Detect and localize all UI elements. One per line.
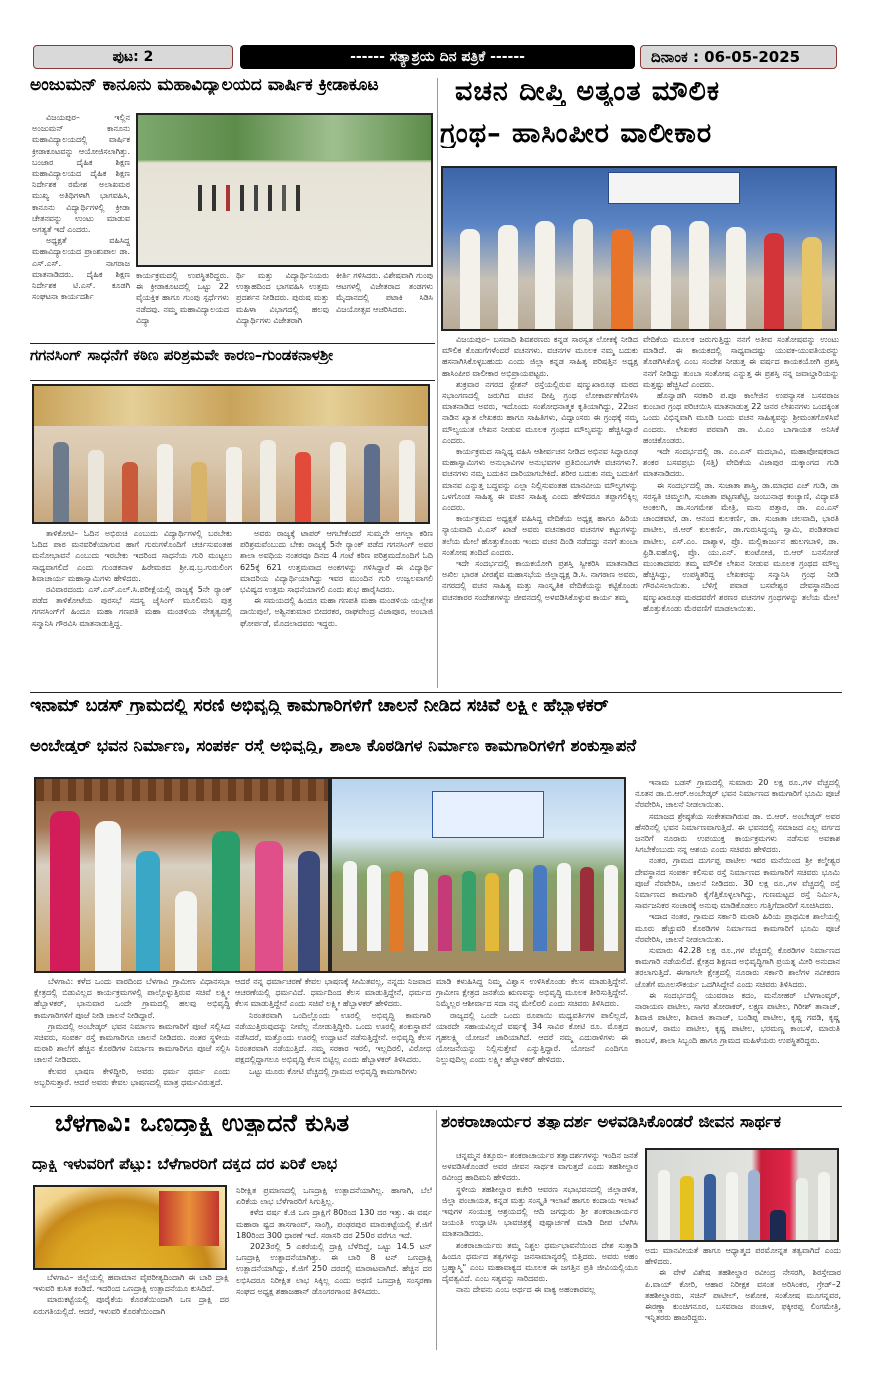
article5-para: 2023ರಲ್ಲಿ 5 ಎಕರೆಯಲ್ಲಿ ದ್ರಾಕ್ಷಿ ಬೆಳೆದಿದ್ದೆ, ಒಟ್ಟು 14.5 ಟನ್ ಒಣದ್ರಾಕ್ಷಿ ಉತ್ಪಾದನೆಯಾಗಿತ್ತು. ಈ ಬಾರಿ 8 ಟನ್ ಒಣದ್ರಾಕ್ಷಿ ಉತ್ಪಾದನೆಯಾಗಿದ್ದು, ಕೆ.ಜಿಗೆ 250 ದರದಲ್ಲಿ ಮಾರಾಟವಾಗಿದೆ. ಹೆಚ್ಚಿನ ದರ ಲಭಿಸಿದರೂ ನಿರೀಕ್ಷಿತ ಲಾಭ ಸಿಕ್ಕಿಲ್ಲ ಎಂದು ಅಥಣಿ ಒಣದ್ರಾಕ್ಷಿ ಸಂಸ್ಕರಣಾ ಸಂಘದ ಅಧ್ಯಕ್ಷ ಶಹಾಜಹಾನ್ ಡೊಂಗರಗಾಂವ ತಿಳಿಸಿದರು. — [236, 1242, 432, 1296]
article6-para: ಅದು ಮಾನವೀಯತೆ ಹಾಗೂ ಆಧ್ಯಾತ್ಮದ ಪರಮೋನ್ನತ ತತ್ವವಾಗಿದೆ ಎಂದು ಹೇಳಿದರು. — [645, 1246, 841, 1267]
article1-para: ವಿಜಯಪುರ– ಇಲ್ಲಿನ ಅಂಜುಮನ್ ಕಾನೂನು ಮಹಾವಿದ್ಯಾಲಯದಲ್ಲಿ ವಾರ್ಷಿಕ ಕ್ರೀಡಾಕೂಟವನ್ನು ಆಯೋಜಿಸಲಾಗಿತ್ತು. ಬಂಜಾರ ದೈಹಿಕ ಶಿಕ್ಷಣ ಮಹಾವಿದ್ಯಾಲಯದ ದೈಹಿಕ ಶಿಕ್ಷಣ ನಿರ್ದೇಶಕ ರಮೇಶ ಅಲಾಖಮಠ ಮುಖ್ಯ ಅತಿಥಿಗಳಾಗಿ ಭಾಗವಹಿಸಿ, ಕಾನೂನು ವಿದ್ಯಾರ್ಥಿಗಳಲ್ಲಿ ಕ್ರೀಡಾ ಚೇತನವನ್ನು ಉಂಟು ಮಾಡುವ ಅಗತ್ಯತೆ ಇದೆ ಎಂದರು. — [32, 113, 130, 235]
article1-col1 — [32, 112, 130, 340]
article4-bottom-col1 — [34, 976, 230, 1101]
masthead-box — [240, 45, 635, 69]
article4-photo-left — [34, 777, 330, 973]
article4-bottom-col2 — [235, 976, 431, 1101]
article3-photo — [32, 384, 430, 524]
paper-title: ------ ಸತ್ಯಾಶ್ರಯ ದಿನ ಪತ್ರಿಕೆ ------ — [350, 49, 525, 65]
article4-para: ಮಾಡಿ ಕಳುಹಿಸಿದ್ದ ನಿಮ್ಮ ವಿಶ್ವಾಸ ಉಳಿಸಿಕೊಂಡು ಕೆಲಸ ಮಾಡುತ್ತಿದ್ದೇನೆ. ಗ್ರಾಮೀಣ ಕ್ಷೇತ್ರದ ಜನತೆಯ ಋಣವನ್ನು ಅಭಿವೃದ್ಧಿ ಮೂಲಕ ತೀರಿಸುತ್ತಿದ್ದೇನೆ. ನಿಮ್ಮೆಲ್ಲರ ಆಶೀರ್ವಾದ ಸದಾ ನನ್ನ ಮೇಲಿರಲಿ ಎಂದು ಸಚಿವರು ತಿಳಿಸಿದರು. — [436, 977, 628, 1009]
article3-para: ರವಿವಾರದಂದು ಎಸ್.ಎಸ್.ಎಲ್.ಸಿ.ಪರೀಕ್ಷೆಯಲ್ಲಿ ರಾಜ್ಯಕ್ಕೆ 5ನೇ ರ್‍ಯಾಂಕ್ ಪಡೆದ ತಾಳಿಕೋಟೆಯ ಪುರಸಭೆ ಸದಸ್ಯ ಜೈಸಿಂಗ್ ಮೂಲಿಮನಿ ಪುತ್ರ ಗಗನಸಿಂಗ್‌ಗೆ ಹಿಂದೂ ಮಹಾ ಗಣಪತಿ ಮಹಾ ಮಂಡಳಿಯ ನೇತೃತ್ವದಲ್ಲಿ ಸನ್ಮಾನಿಸಿ ಗೌರವಿಸಿ ಮಾತನಾಡುತ್ತಿದ್ದ. — [32, 585, 232, 628]
article4-para: ಸಮಾಜದ ಶ್ರೇಷ್ಠತೆಯ ಸಂಕೇತವಾಗಿರುವ ಡಾ. ಬಿ.ಆರ್. ಅಂಬೇಡ್ಕರ್ ಅವರ ಹೆಸರಿನಲ್ಲಿ ಭವನ ನಿರ್ಮಾಣವಾಗುತ್ತಿದೆ. ಈ ಭವನದಲ್ಲಿ ಸಮಾಜದ ಎಲ್ಲ ವರ್ಗದ ಜನರಿಗೆ ನೂರಾರು ಉಪಯುಕ್ತ ಕಾರ್ಯಕ್ರಮಗಳು ನಡೆಸುವ ಅವಕಾಶ ಸಿಗಬೇಕೆಂಬುದು ನನ್ನ ಆಶಯ ಎಂದು ಸಚಿವರು ಹೇಳಿದರು. — [635, 811, 840, 855]
article6-para: ಸ್ಥಳೀಯ ತಹಶೀಲ್ದಾರ ಕಚೇರಿ ಆವರಣ ಸಭಾಭವನದಲ್ಲಿ ಜಿಲ್ಲಾಡಳಿತ, ಜಿಲ್ಲಾ ಪಂಚಾಯತ, ಕನ್ನಡ ಮತ್ತು ಸಂಸ್ಕೃತಿ ಇಲಾಖೆ ಹಾಗೂ ಕಂದಾಯ ಇಲಾಖೆ ಇವುಗಳ ಸಂಯುಕ್ತ ಆಶ್ರಯದಲ್ಲಿ ಆದಿ ಜಗದ್ಗುರು ಶ್ರೀ ಶಂಕರಾಚಾರ್ಯರ ಜಯಂತಿ ಉದ್ಘಾಟಿಸಿ ಭಾವಚಿತ್ರಕ್ಕೆ ಪುಷ್ಪಾರ್ಚಣೆ ಮಾಡಿ ದೀಪ ಬೆಳಗಿಸಿ ಮಾತನಾಡಿದರು. — [442, 1184, 638, 1239]
article2-para: ಹೊನ್ವಾಡಗಿ ಸರಕಾರಿ ಪ.ಪೂ ಕಾಲೇಜಿನ ಉಪನ್ಯಾಸಕ ಬಸವರಾಜ ಕುಂಬಾರ ಗ್ರಂಥ ಪರಿಚಯಿಸಿ ಮಾತನಾಡುತ್ತ 22 ಜನರ ಲೇಖನಗಳು ಒಂದಕ್ಕಿಂತ ಒಂದು ವಿಭಿನ್ನವಾಗಿ ಮೂಡಿ ಬಂದು ವಚನ ಸಾಹಿತ್ಯವನ್ನು ಶ್ರೀಮಂತಗೊಳಿಸಿವೆ ಎಂದರು. ಲೇಖಕರ ಪರವಾಗಿ ಡಾ. ವಿ.ಎಂ ಬಾಗಾಯತ ಅನಿಸಿಕೆ ಹಂಚಿಕೊಂಡರು. — [643, 391, 839, 445]
article4-para: ಬೆಳಗಾವಿ: ಕಳೆದ ಒಂದು ವಾರದಿಂದ ಬೆಳಗಾವಿ ಗ್ರಾಮೀಣ ವಿಧಾನಸಭಾ ಕ್ಷೇತ್ರದಲ್ಲಿ ಬಿಡುವಿಲ್ಲದ ಕಾರ್ಯಕ್ರಮಗಳಲ್ಲಿ ಪಾಲ್ಗೊಳ್ಳುತ್ತಿರುವ ಸಚಿವೆ ಲಕ್ಷ್ಮೀ ಹೆಬ್ಬಾಳಕರ್, ಭಾನುವಾರ ಒಂದೇ ಗ್ರಾಮದಲ್ಲಿ ಹಲವು ಅಭಿವೃದ್ಧಿ ಕಾಮಗಾರಿಗಳಿಗೆ ಪೂಜೆ ನೀಡಿ ಚಾಲನೆ ನೀಡಿದ್ದಾರೆ. — [34, 977, 230, 1020]
article5-para: ಮಾರುಕಟ್ಟೆಯಲ್ಲಿ ಪೂರೈಕೆಯ ಕೊರತೆಯಿಂದಾಗಿ ಒಣ ದ್ರಾಕ್ಷಿ ದರ ಏರುಗತಿಯಲ್ಲಿದೆ. ಆದರೆ, ಇಳುವರಿ ಕೊರತೆಯಿಂದಾಗಿ — [33, 1295, 229, 1316]
article4-para: ಆದರೆ ನನ್ನ ಧರ್ಮಾಚರಣೆ ಕೇವಲ ಭಾಷಣಕ್ಕೆ ಸೀಮಿತವಲ್ಲ, ನನ್ನದು ನಿಜವಾದ ಆಚರಣೆಯಲ್ಲಿ ಧರ್ಮವಿದೆ. ಧರ್ಮದಿಂದ ಕೆಲಸ ಮಾಡುತ್ತಿದ್ದೇನೆ, ಧರ್ಮದ ಕೆಲಸ ಮಾಡುತ್ತಿದ್ದೇನೆ ಎಂದು ಸಚಿವೆ ಲಕ್ಷ್ಮೀ ಹೆಬ್ಬಾಳಕರ್ ಹೇಳಿದರು. — [235, 977, 431, 1009]
article1-col2 — [136, 270, 229, 340]
article4-para: ಕೆಲವರ ಭಾಷಣ ಕೇಳಿದ್ದೀರಿ, ಅವರು ಧರ್ಮ ಧರ್ಮ ಎಂದು ಅಬ್ಬರಿಸುತ್ತಾರೆ. ಆದರೆ ಅವರು ಕೇವಲ ಭಾಷಣದಲ್ಲಿ ಮಾತ್ರ ಧರ್ಮವಿರುತ್ತದೆ. — [34, 1066, 230, 1087]
divider — [30, 692, 842, 693]
article1-para: ರ್ಥಿ ಮತ್ತು ವಿದ್ಯಾರ್ಥಿನಿಯರು ಉತ್ಸಾಹದಿಂದ ಭಾಗವಹಿಸಿ ಉತ್ತಮ ಪ್ರದರ್ಶನ ನೀಡಿದರು. ಪುರುಷ ಮತ್ತು ಮಹಿಳಾ ವಿಭಾಗದಲ್ಲಿ ಹಲವು ವಿದ್ಯಾರ್ಥಿಗಳು ವಿಜೇತರಾಗಿ — [236, 271, 329, 325]
column-divider — [436, 1110, 437, 1350]
article6-para: ಈ ವೇಳೆ ವಿಶೇಷ ತಹಶೀಲ್ದಾರ ರವೀಂದ್ರ ನೇಸರಗಿ, ಶಿರಸ್ತೇದಾರ ಪಿ.ವಾಯ್ ಕೋರಿ, ಆಹಾರ ನಿರೀಕ್ಷಕ ವಸಂತ ಅರಿಸಿಂಕರ, ಗ್ರೇಡ್–2 ತಹಶೀಲ್ದಾರರು, ಸಚಿನ್ ಪಾಟೀಲ್, ಅಶೋಕ, ಸಂತೋಷ ಮೂಗನ್ನವರ, ಈರಣ್ಣಾ ಕುಂಚಿಗನೂರ, ಬಸವರಾಜ ಪಂಚಾಳ, ಫಕ್ಕೀರಪ್ಪ ಲಿಂಗಮೇತ್ರಿ, ಇನ್ನಿತರರು ಹಾಜರಿದ್ದರು. — [645, 1268, 841, 1323]
article2-para: ಶುಕ್ರವಾರ ನಗರದ ಸ್ಟೇಶನ್ ರಸ್ತೆಯಲ್ಲಿರುವ ಷಣ್ಮುಖಾರೂಢ ಮಠದ ಸಭಾಂಗಣದಲ್ಲಿ ಜರುಗಿದ ವಚನ ದೀಪ್ತಿ ಗ್ರಂಥ ಲೋಕಾರ್ಪಣೆಗೊಳಿಸಿ ಮಾತನಾಡಿದ ಅವರು, ಇದೊಂದು ಸಂಶೋಧನಾತ್ಮಕ ಕೃತಿಯಾಗಿದ್ದು, 22ಜನ ನಾಡಿನ ಖ್ಯಾತ ಲೇಖಕರು ಹಾಗೂ ಸಾಹಿತಿಗಳು, ವಿದ್ವಾಂಸರು ಈ ಗ್ರಂಥಕ್ಕೆ ನಮ್ಮ ಮೌಲ್ಯಯುತ ಲೇಖನ ನೀಡುವ ಮೂಲಕ ಗ್ರಂಥದ ಮೌಲ್ಯವನ್ನು ಹೆಚ್ಚಿಸಿದ್ದಾರೆ ಎಂದರು. — [442, 379, 638, 445]
issue-date: ದಿನಾಂಕ : 06-05-2025 — [651, 48, 801, 66]
article5-para: ಬೆಳಗಾವಿ– ಜಿಲ್ಲೆಯಲ್ಲಿ ಹವಾಮಾನ ವೈಪರೀತ್ಯದಿಂದಾಗಿ ಈ ಬಾರಿ ದ್ರಾಕ್ಷಿ ಇಳುವರಿ ಕುಸಿತ ಕಂಡಿದೆ. ಇದರಿಂದ ಒಣದ್ರಾಕ್ಷಿ ಉತ್ಪಾದನೆಯೂ ಕುಸಿದಿದೆ. — [33, 1273, 229, 1294]
article4-para: ಒಟ್ಟು ಮೂರು ಕೋಟಿ ವೆಚ್ಚದಲ್ಲಿ ಗ್ರಾಮದ ಅಭಿವೃದ್ಧಿ ಕಾಮಗಾರಿಗಳು — [249, 1066, 417, 1076]
article2-para: ಇದೇ ಸಂದರ್ಭದಲ್ಲಿ ಡಾ. ಎಂ.ಎಸ್ ಮದಭಾವಿ, ಮಹಾಪೋಷಕರಾದ ಶಂಕರ ಬಸವಪ್ರಭು (ಸತ್ತಿ) ವೇದಿಕೆಯ ವಿಜಾಪುರ ದುಕ್ಕಾಂಗದ ಗುಡಿ ಮಾತನಾಡಿದರು. — [643, 447, 839, 479]
article6-headline: ಶಂಕರಾಚಾರ್ಯರ ತತ್ವಾದರ್ಶ ಅಳವಡಿಸಿಕೊಂಡರೆ ಜೀವನ ಸಾರ್ಥಕ — [441, 1113, 782, 1131]
date-box — [640, 45, 837, 69]
page-number-box — [33, 45, 233, 69]
article6-col1 — [442, 1150, 638, 1330]
article2-para: ವೇದಿಕೆಯ ಮೂಲಕ ಜರುಗುತ್ತಿದ್ದು ನನಗೆ ಅತೀವ ಸಂತೋಷವನ್ನು ಉಂಟು ಮಾಡಿದೆ. ಈ ಕಾಯಕದಲ್ಲಿ ಸಾಧ್ಯವಾದಷ್ಟು ಯುವಕ-ಯುವತಿಯರನ್ನು ತೊಡಗಿಸಿಕೊಳ್ಳಿ ಎಂಬ ಸಂದೇಶ ನೀಡುತ್ತ ಈ ವರ್ಷದ ಕಾಯಕಯೋಗಿ ಪ್ರಶಸ್ತಿ ನನಗೆ ನೀಡಿದ್ದು ತುಂಬಾ ಸಂತೋಷ ಎನ್ನುತ್ತ ಈ ಪ್ರಶಸ್ತಿ ನನ್ನ ಜವಾಬ್ದಾರಿಯನ್ನು ಮತ್ತಷ್ಟು ಹೆಚ್ಚಿಸಿದೆ ಎಂದರು. — [643, 335, 839, 389]
article5-photo — [33, 1185, 227, 1270]
divider — [30, 343, 435, 344]
article3-col1 — [32, 528, 232, 688]
article5-col2 — [236, 1185, 432, 1345]
article2-headline-line2: ಗ್ರಂಥ– ಹಾಸಿಂಪೀರ ವಾಲೀಕಾರ — [440, 120, 713, 149]
article4-para: ಇನಾಮ ಬಡಸ್ ಗ್ರಾಮದಲ್ಲಿ ಸುಮಾರು 20 ಲಕ್ಷ ರೂ.,ಗಳ ವೆಚ್ಚದಲ್ಲಿ ನೂತನ ಡಾ.ಬಿ.ಆರ್.ಅಂಬೇಡ್ಕರ್ ಭವನ ನಿರ್ಮಾಣದ ಕಾಮಗಾರಿಗೆ ಭೂಮಿ ಪೂಜೆ ನೆರವೇರಿಸಿ, ಚಾಲನೆ ನೀಡಲಾಯಿತು. — [635, 778, 840, 810]
article1-para: ಕಾರ್ಯಕ್ರಮದಲ್ಲಿ ಉಪಸ್ಥಿತರಿದ್ದರು. ಈ ಕ್ರೀಡಾಕೂಟದಲ್ಲಿ ಒಟ್ಟು 22 ವೈಯಕ್ತಿಕ ಹಾಗೂ ಗುಂಪು ಸ್ಪರ್ಧೆಗಳು ನಡೆದವು. ನಮ್ಮ ಮಹಾವಿದ್ಯಾಲಯದ ವಿದ್ಯಾ — [136, 271, 229, 325]
article4-right-col — [635, 777, 840, 1103]
article4-headline-line1: ಇನಾಮ್ ಬಡಸ್ ಗ್ರಾಮದಲ್ಲಿ ಸರಣಿ ಅಭಿವೃದ್ಧಿ ಕಾಮಗಾರಿಗಳಿಗೆ ಚಾಲನೆ ನೀಡಿದ ಸಚಿವೆ ಲಕ್ಷ್ಮೀ ಹೆಬ್ಬಾಳಕರ್ — [30, 697, 609, 716]
article6-para: ಶಂಕರಾಚಾರ್ಯರು ತಮ್ಮ ನಿಶ್ಚಲ ಧರ್ಮಭಾವನೆಯಿಂದ ದೇಶ ಸುತ್ತಾಡಿ ಹಿಂದೂ ಧರ್ಮದ ತತ್ವಗಳನ್ನು ಜನಸಾಮಾನ್ಯರಲ್ಲಿ ಬಿತ್ತಿದರು. ಅವರು ಅಹಂ ಬ್ರಹ್ಮಾಸ್ಮಿ" ಎಂಬ ಮಹಾವಾಕ್ಯದ ಮೂಲಕ ಈ ಜಗತ್ತಿನ ಪ್ರತಿ ಜೀವಿಯಲ್ಲಿಯೂ ದೈವತ್ವವಿದೆ. ಎಂಬ ಸತ್ಯವನ್ನು ಸಾರಿದವರು. — [442, 1240, 638, 1284]
article2-col1 — [442, 334, 638, 688]
article5-para: ಕಳೆದ ವರ್ಷ ಕೆ.ಜಿ ಒಣ ದ್ರಾಕ್ಷಿಗೆ 80ರಿಂದ 130 ದರ ಇತ್ತು. ಈ ವರ್ಷ ಮಹಾರಾ ಷ್ಟದ ತಾಸಗಾಂವ್, ಸಾಂಗ್ಲಿ, ಪಂಢರಪುರ ಮಾರುಕಟ್ಟೆಯಲ್ಲಿ ಕೆ.ಜಿಗೆ 180ರಿಂದ 300 ಧಾರಣೆ ಇದೆ. ಸರಾಸರಿ ದರ 250ರ ವರೆಗೂ ಇದೆ. — [236, 1208, 432, 1240]
article4-bottom-col3 — [436, 976, 628, 1101]
article1-para: ಕೀರ್ತಿ ಗಳಿಸಿದರು. ವಿಶೇಷವಾಗಿ ಗುಂಪು ಆಟಗಳಲ್ಲಿ ವಿಜೇತರಾದ ತಂಡಗಳು ಮೈದಾನದಲ್ಲಿ ಪಟಾಕಿ ಸಿಡಿಸಿ ವಿಜಯೋತ್ಸವ ಆಚರಿಸಿದರು. — [336, 271, 433, 314]
article5-col1 — [33, 1272, 229, 1352]
article2-para: ವಿಜಯಪುರ– ಬಸವಾದಿ ಶಿವಶರಣರು ಕನ್ನಡ ಸಾರಸ್ವತ ಲೋಕಕ್ಕೆ ನೀಡಿದ ಮೌಲಿಕ ಕೊಡುಗೆಗಳೆಂದರೆ ವಚನಗಳು. ವಚನಗಳ ಮೂಲಕ ನಮ್ಮ ಬದುಕು ಹಸನಾಗಿಸಿಕೊಳ್ಳಬಹುದು ಎಂದು ಜಿಲ್ಲಾ ಕನ್ನಡ ಸಾಹಿತ್ಯ ಪರಿಷತ್ತಿನ ಅಧ್ಯಕ್ಷ ಹಾಸಿಂಪೀರ ವಾಲೀಕಾರ ಅಭಿಪ್ರಾಯಪಟ್ಟರು. — [442, 335, 638, 378]
article2-para: ಇದೇ ಸಂದರ್ಭದಲ್ಲಿ ಕಾಯಕಯೋಗಿ ಪ್ರಶಸ್ತಿ ಸ್ವೀಕರಿಸಿ ಮಾತನಾಡಿದ ಅಖಿಲ ಭಾರತ ವೀರಶೈವ ಮಹಾಸಭೆಯ ಜಿಲ್ಲಾಧ್ಯಕ್ಷ ಡಿ.ಸಿ. ನಾಗಠಾಣ ಅವರು, ನಗರದಲ್ಲಿ ವಚನ ಸಾಹಿತ್ಯ ಮತ್ತು ಸಾಂಸ್ಕೃತಿಕ ವೇದಿಕೆಯನ್ನು ಕಟ್ಟಿಕೊಂಡು ವಚನಕಾರರ ಸಂದೇಶಗಳನ್ನು ಜೀವನದಲ್ಲಿ ಅಳವಡಿಸಿಕೊಳ್ಳುವ ಕಾರ್ಯ ತಮ್ಮ — [442, 559, 638, 602]
article2-col2 — [643, 334, 839, 688]
article2-para: ಈ ಸಂದರ್ಭದಲ್ಲಿ ಡಾ. ಸುಜಾತಾ ಶಾಸ್ತ್ರಿ, ಡಾ.ಮಾಧವ ಎಚ್ ಗುಡಿ, ಡಾ ಸರಸ್ವತಿ ಚಿಮ್ಮಲಗಿ, ಸುಜಾತಾ ಪಟ್ಟಣಶೆಟ್ಟಿ, ಜಂಬುನಾಥ ಕಂಚ್ಯಾಣಿ, ವಿದ್ಯಾವತಿ ಅಂಕಲಗಿ, ಡಾ.ಸಂಗಮೇಶ ಮೇತ್ರಿ, ಮನು ಪತ್ತಾರ, ಡಾ. ಎಂ.ಎಸ್ ಚಾಂದಕವಟೆ, ಡಾ. ಆನಂದ ಕುಲಕರ್ಣಿ, ಡಾ. ಸುಜಾತಾ ಚಲವಾದಿ, ಭಾರತಿ ಪಾಟೀಲ, ಜಿ.ಆರ್ ಕುಲಕರ್ಣಿ, ಡಾ.ಗುರುಸಿದ್ಧಯ್ಯ ಸ್ವಾಮಿ, ಪಂಡಿತರಾವ ಪಾಟೀಲ, ಎಸ್.ಎಂ. ದಾಶ್ಯಾಳ, ಪ್ರೊ. ಮಲ್ಲಿಕಾರ್ಜುನ ಹುಲಗಬಾಳಿ, ಡಾ. ಫ್ರಿಡಿ.ಐಹೊಳ್ಳಿ, ಪ್ರೊ. ಯು.ಎನ್. ಕುಂಟೋಜಿ, ಬಿ.ಆರ್ ಬನಸೋಡೆ ಮುಂತಾದವರು ತಮ್ಮ ಮೌಲಿಕ ಲೇಖನ ನೀಡುವ ಮೂಲಕ ಗ್ರಂಥದ ಮೌಲ್ಯ ಹೆಚ್ಚಿಸಿದ್ದು, ಉಪಸ್ಥಿತರಿದ್ದ ಲೇಖಕರನ್ನು ಸನ್ಮಾನಿಸಿ ಗ್ರಂಥ ನೀಡಿ ಗೌರವಿಸಲಾಯಿತು. ಬೆಳಿಗ್ಗೆ ಪವಾಡ ಬಸವೇಶ್ವರ ದೇವಸ್ಥಾನದಿಂದ ಷಣ್ಮುಖಾರೂಢ ಮಠದವರೆಗೆ ಶರಣರ ವಚನಗಳ ಗ್ರಂಥಗಳನ್ನು ತಲೆಯ ಮೇಲೆ ಹೊತ್ತುಕೊಂಡು ಮೆರವಣಿಗೆ ಮಾಡಲಾಯಿತು. — [643, 480, 839, 613]
article4-para: ಸುಮಾರು 42.28 ಲಕ್ಷ ರೂ.,ಗಳ ವೆಚ್ಚದಲ್ಲಿ ಕೊಠಡಿಗಳ ನಿರ್ಮಾಣದ ಕಾಮಗಾರಿ ನಡೆಯಲಿದೆ. ಕ್ಷೇತ್ರದ ಶಿಕ್ಷಣದ ಅಭಿವೃದ್ಧಿಗಾಗಿ ಪ್ರಯತ್ನ ಮೀರಿ ಅನುದಾನ ತರಲಾಗುತ್ತಿದೆ. ಈಗಾಗಲೇ ಕ್ಷೇತ್ರದಲ್ಲಿ ನೂರಾರು ಸರ್ಕಾರಿ ಶಾಲೆಗಳ ನವೀಕರಣ ಜೊತೆಗೆ ಮೂಲಸೌಕರ್ಯ ಒದಗಿಸಿದ್ದೇನೆ ಎಂದು ಸಚಿವರು ತಿಳಿಸಿದರು. — [635, 946, 840, 989]
article1-headline: ಅಂಜುಮನ್ ಕಾನೂನು ಮಹಾವಿದ್ಯಾಲಯದ ವಾರ್ಷಿಕ ಕ್ರೀಡಾಕೂಟ — [30, 77, 379, 95]
article4-para: ನಿರಂತರವಾಗಿ ಒಂದಿಲ್ಲೊಂದು ಊರಲ್ಲಿ ಅಭಿವೃದ್ಧಿ ಕಾಮಗಾರಿ ನಡೆಯುತ್ತಿರುವುದನ್ನು ನೀವೆಲ್ಲ ನೋಡುತ್ತಿದ್ದೀರಿ. ಒಂದು ಊರಲ್ಲಿ ಶಂಕುಸ್ಥಾಪನೆ ನಡೆಸಿದರೆ, ಮತ್ತೊಂದು ಊರಲ್ಲಿ ಉದ್ಘಾಟನೆ ನಡೆಸುತ್ತಿದ್ದೇನೆ. ಅಭಿವೃದ್ಧಿ ಕೆಲಸ ನಿರಂತರವಾಗಿ ನಡೆಯುತ್ತಿದೆ. ನಮ್ಮ ಸರಕಾರ ಇರಲಿ, ಇಲ್ಲದಿರಲಿ, ವಿರೋಧ ಪಕ್ಷದಲ್ಲಿದ್ದಾಗಲೂ ಅಭಿವೃದ್ಧಿ ಕೆಲಸ ಬಿಟ್ಟಿಲ್ಲ ಎಂದು ಹೆಬ್ಬಾಳಕರ್ ತಿಳಿಸಿದರು. — [235, 1010, 431, 1065]
divider — [30, 380, 435, 381]
article4-photo-right — [330, 777, 626, 973]
article5-headline: ಬೆಳಗಾವಿ: ಒಣದ್ರಾಕ್ಷಿ ಉತ್ಪಾದನೆ ಕುಸಿತ — [55, 1111, 350, 1137]
article4-para: ಗ್ರಾಮದಲ್ಲಿ ಅಂಬೇಡ್ಕರ್ ಭವನ ನಿರ್ಮಾಣ ಕಾಮಗಾರಿಗೆ ಪೂಜೆ ಸಲ್ಲಿಸಿದ ಸಚಿವರು, ಸಂಪರ್ಕ ರಸ್ತೆ ಕಾಮಗಾರಿಗೂ ಚಾಲನೆ ನೀಡಿದರು. ನಂತರ ಸ್ಥಳೀಯ ಮರಾಠಿ ಶಾಲೆಗೆ ಹೆಚ್ಚಿನ ಕೊಠಡಿಗಳ ನಿರ್ಮಾಣ ಕಾಮಗಾರಿಗೂ ಪೂಜೆ ಸಲ್ಲಿಸಿ ಚಾಲನೆ ನೀಡಿದರು. — [34, 1021, 230, 1065]
article4-para: ನಂತರ, ಗ್ರಾಮದ ದುರ್ಗಪ್ಪ ಪಾಟೀಲ ಇವರ ಮನೆಯಿಂದ ಶ್ರೀ ಕಲ್ಮೇಶ್ವರ ದೇವಸ್ಥಾನದ ಸಂಪರ್ಕ ಕಲಿಸುವ ರಸ್ತೆ ನಿರ್ಮಾಣದ ಕಾಮಗಾರಿಗೆ ಸಚಿವರು ಭೂಮಿ ಪೂಜೆ ನೆರವೇರಿಸಿ, ಚಾಲನೆ ನೀಡಿದರು. 30 ಲಕ್ಷ ರೂ.,ಗಳ ವೆಚ್ಚದಲ್ಲಿ ರಸ್ತೆ ನಿರ್ಮಾಣದ ಕಾಮಗಾರಿ ಕೈಗೆತ್ತಿಕೊಳ್ಳಲಾಗಿದ್ದು, ಗುಣಮಟ್ಟದ ರಸ್ತೆ ನಿರ್ಮಿಸಿ, ಸಾರ್ವಜನಿಕರ ಸಂಚಾರಕ್ಕೆ ಅನುವು ಮಾಡಿಕೊಡಲು ಗುತ್ತಿಗೆದಾರರಿಗೆ ಸೂಚಿಸಿದರು. — [635, 856, 840, 911]
article1-col4 — [336, 270, 433, 340]
article4-para: ಈ ಸಂದರ್ಭದಲ್ಲಿ ಯುವರಾಜ ಕದಂ, ಮನೋಹರ್ ಬೆಳಗಾಂವ್ಕರ್, ನಾರಾಯಣ ಪಾಟೀಲ, ಸಾಗರ ತೋರಾಕರ್, ಲಕ್ಷ್ಮಣ ಪಾಟೀಲ, ಗಿರೀಶ್ ತಾನಾಜ್, ಶಿವಾಜಿ ಪಾಟೀಲ, ಶಿವಾಜಿ ತಾನಾಜ್, ಬಂಡಿಪ್ಪ ಪಾಟೀಲ, ಕೃಷ್ಣ ಗವಡಿ, ಕೃಷ್ಣ ಕಾಂಬಳೆ, ರಾಮು ಪಾಟೀಲ, ಕೃಷ್ಣ ಪಾಟೀಲ, ಭರಮಣ್ಣ ಕಾಂಬಳೆ, ಮಾರುತಿ ಕಾಂಬಳೆ, ಶಾಲಾ ಸಿಬ್ಬಂದಿ ಹಾಗೂ ಗ್ರಾಮದ ಮಹಿಳೆಯರು ಉಪಸ್ಥಿತರಿದ್ದರು. — [635, 990, 840, 1045]
article6-para: ನಾನು ದೇವನು ಎಂಬ ಅರ್ಥದ ಈ ವಾಕ್ಯ ಅಹಂಕಾರವಲ್ಲ — [456, 1285, 596, 1295]
article1-photo — [136, 113, 433, 267]
article3-para: ತಾಳಿಕೋಟಿ– ಓದಿನ ಅಭಿರುಚಿ ಎಂಬುದು ವಿದ್ಯಾರ್ಥಿಗಳಲ್ಲಿ ಬರಬೇಕು ಓದಿದ ಪಾಠ ಮನವರಿಕೆಯಾಗುವ ಹಾಗೆ ಗುರುಗಳೊಂದಿಗೆ ಚರ್ಚಿಸುವಂತಹ ಮನೋಭಾವನೆ ಎಂಬುದು ಇರಬೇಕು ಇದರಿಂದ ಸಾಧನೆಯ ಗುರಿ ಮುಟ್ಟಲು ಸಾಧ್ಯವಾಗಲಿದೆ ಎಂದು ಗುಂಡಕನಾಳ ಹಿರೇಮಠದ ಶ್ರೀ.ಷ.ಬ್ರ.ಗುರುಲಿಂಗ ಶಿವಾಚಾರ್ಯ ಮಹಾಸ್ವಾಮಿಗಳು ಹೇಳಿದರು. — [32, 529, 232, 583]
article2-photo — [441, 166, 837, 331]
article3-headline: ಗಗನಸಿಂಗ್ ಸಾಧನೆಗೆ ಕಠಿಣ ಪರಿಶ್ರಮವೇ ಕಾರಣ–ಗುಂಡಕನಾಳಶ್ರೀ — [30, 348, 334, 364]
article1-col3 — [236, 270, 329, 340]
article2-headline-line1: ವಚನ ದೀಪ್ತಿ ಅತ್ಯಂತ ಮೌಲಿಕ — [455, 78, 720, 107]
article6-para: ಚನ್ನಮ್ಮನ ಕಿತ್ತೂರು– ಶಂಕರಾಚಾರ್ಯರ ತತ್ವಾದರ್ಶಗಳನ್ನು ಇಂದಿನ ಜನತೆ ಅಳವಡಿಸಿಕೊಂಡರೆ ಅವರ ಜೀವನ ಸಾರ್ಥಕ ವಾಗುತ್ತದೆ ಎಂದು ತಹಶೀಲ್ದಾರ ರವೀಂದ್ರ ಹಾದಿಮನಿ ಹೇಳಿದರು. — [442, 1151, 638, 1183]
article5-subheadline: ದ್ರಾಕ್ಷಿ ಇಳುವರಿಗೆ ಪೆಟ್ಟು: ಬೆಳೆಗಾರರಿಗೆ ದಕ್ಕದ ದರ ಏರಿಕೆ ಲಾಭ — [32, 1156, 338, 1173]
article3-para: ಅವರು ರಾಜ್ಯಕ್ಕೆ ಟಾಪರ್ ಆಗಬೇಕೆಂದರೆ ಸುಮ್ಮನೇ ಆಗಲ್ಲಾ ಕಠಿಣ ಪರಿಶ್ರಮವೆಂಬುದು ಬೇಕು ರಾಜ್ಯಕ್ಕೆ 5ನೇ ರ್‍ಯಾಂಕ್ ಪಡೆದ ಗಗನಸಿಂಗ್ ಅವರ ಶಾಲಾ ಅವಧಿಯ ನಂತರವೂ ದಿನದ 4 ಗಂಟೆ ಕಠಿಣ ಪರಿಶ್ರಮದೊಂದಿಗೆ ಓದಿ 625ಕ್ಕೆ 621 ಉತ್ತಮವಾದ ಅಂಕಗಳನ್ನು ಗಳಿಸಿದ್ದಾರೆ ಈ ವಿದ್ಯಾರ್ಥಿ ಮಾದರಿಯ ವಿದ್ಯಾರ್ಥಿಯಾಗಿದ್ದು ಇವರ ಮುಂದಿನ ಗುರಿ ಉಜ್ವಲವಾಗಲಿ ಭವಿಷ್ಯದ ಉತ್ತಮ ಸಾಧನೆಯಾಗಲಿ ಎಂದು ಶುಭ ಹಾರೈಸಿದರು. — [240, 529, 433, 595]
article4-para: ರಾಜ್ಯದಲ್ಲಿ ಒಂದೇ ಒಂದು ರೂಪಾಯಿ ಮಧ್ಯವರ್ತಿಗಳ ಪಾಲಿಲ್ಲದೆ, ಯಾರದೇ ಸಹಾಯವಿಲ್ಲದೆ ವರ್ಷಕ್ಕೆ 34 ಸಾವಿರ ಕೋಟಿ ರೂ. ಮೊತ್ತದ ಗೃಹಲಕ್ಷ್ಮಿ ಯೋಜನೆ ಜಾರಿಯಾಗಿದೆ. ಆದರೆ ನಮ್ಮ ಎದುರಾಳಿಗಳು ಈ ಯೋಜನೆಯನ್ನು ನಿಲ್ಲಿಸುತ್ತೇವೆ ಎನ್ನುತ್ತಿದ್ದಾರೆ. ಯೋಜನೆ ಎಂದಿಗೂ ನಿಲ್ಲುವುದಿಲ್ಲ ಎಂದು ಲಕ್ಷ್ಮೀ ಹೆಬ್ಬಾಳಕರ್ ಹೇಳಿದರು. — [436, 1010, 628, 1065]
page-number: ಪುಟ: 2 — [112, 49, 154, 65]
article6-col2 — [645, 1245, 841, 1350]
article2-para: ಕಾರ್ಯಕ್ರಮದ ಅಧ್ಯಕ್ಷತೆ ವಹಿಸಿದ್ದ ವೇದಿಕೆಯ ಅಧ್ಯಕ್ಷ ಹಾಗೂ ಹಿರಿಯ ನ್ಯಾಯವಾದಿ ವಿ.ಎಸ್ ಖಾಡೆ ಅವರು ವಚನಕಾರರ ವಚನಗಳ ಕಟ್ಟುಗಳನ್ನು ತಲೆಯ ಮೇಲೆ ಹೊತ್ತುಕೊಂಡು ಇಂದು ವಚನ ದಿಂಡಿ ನಡೆದದ್ದು ನನಗೆ ತುಂಬಾ ಸಂತೋಷ ತಂದಿದೆ ಎಂದರು. — [442, 514, 638, 557]
divider — [30, 1106, 842, 1107]
article6-photo — [645, 1148, 839, 1242]
article1-para: ಅಧ್ಯಕ್ಷತೆ ವಹಿಸಿದ್ದ ಮಹಾವಿದ್ಯಾಲಯದ ಪ್ರಾಂಶುಪಾಲ ಡಾ. ಎಸ್.ಎಸ್. ನಾಗರಾಜ ಮಾತನಾಡಿದರು. ದೈಹಿಕ ಶಿಕ್ಷಣ ನಿರ್ದೇಶಕ ಟಿ.ಎಸ್. ಕೂಡಗಿ ಸಂಘಟನಾ ಕಾರ್ಯದರ್ಶಿ — [32, 236, 130, 302]
article4-para: ಇದಾದ ನಂತರ, ಗ್ರಾಮದ ಸರ್ಕಾರಿ ಮರಾಠಿ ಹಿರಿಯ ಪ್ರಾಥಮಿಕ ಶಾಲೆಯಲ್ಲಿ ಮೂರು ಹೆಚ್ಚುವರಿ ಕೊಠಡಿಗಳ ನಿರ್ಮಾಣದ ಕಾಮಗಾರಿಗೆ ಭೂಮಿ ಪೂಜೆ ನೆರವೇರಿಸಿ, ಚಾಲನೆ ನೀಡಲಾಯಿತು. — [635, 912, 840, 944]
article3-para: ಈ ಸಮಯದಲ್ಲಿ ಹಿಂದೂ ಮಹಾ ಗಣಪತಿ ಮಹಾ ಮಂಡಳಿಯ ಯಲ್ಲೇಶ ದಾಯಿಪುಲೆ, ಅಶ್ವಿನಕುಮಾರ ಬೀದರಕರ, ರಾಘವೇಂದ್ರ ವಿಜಾಪೂರ, ಅಂಬಾಜಿ ಘೋರ್ಪಡೆ, ಮೊದಲಾದವರು ಇದ್ದರು. — [240, 596, 433, 628]
column-divider — [437, 78, 438, 688]
article5-para: ನಿರೀಕ್ಷಿತ ಪ್ರಮಾಣದಲ್ಲಿ ಒಣದ್ರಾಕ್ಷಿ ಉತ್ಪಾದನೆಯಾಗಿಲ್ಲ. ಹಾಗಾಗಿ, ಬೆಲೆ ಏರಿಕೆಯ ಲಾಭ ಬೆಳೆಗಾರರಿಗೆ ಸಿಗುತ್ತಿಲ್ಲ. — [236, 1186, 432, 1207]
article2-para: ಕಾರ್ಯಕ್ರಮದ ಸಾನ್ನಿಧ್ಯ ವಹಿಸಿ ಆಶೀರ್ವಚನ ನೀಡಿದ ಅಭಿನವ ಸಿದ್ಧಾರೂಢ ಮಹಾಸ್ವಾಮಿಗಳು ಅನುಭಾವಿಗಳ ಅನುಭವಗಳ ಪ್ರತಿಬಿಂಬಗಳೇ ವಚನಗಳು?. ವಚನಗಳು ನಮ್ಮ ಬದುಕಿನ ದಾರಿಯಾಗಬೇಕಿದೆ. ಶರೀರ ಬದುಕು ನಮ್ಮ ಬದುಕಿಗೆ ಮಾನವ ಎನ್ನುತ್ತ ಬದ್ಧವನ್ನು ಎಲ್ಲಾ ನಿಲ್ಲಿಸುವಂತಹ ಮಾನವೀಯ ಮೌಲ್ಯಗಳನ್ನು ಒಳಗೊಂಡ ಸಾಹಿತ್ಯ ಈ ವಚನ ಸಾಹಿತ್ಯ ಎಂದು ಹೇಳಿದರೂ ತಪ್ಪಾಗಲಿಕ್ಕಿಲ್ಲ ಎಂದರು. — [442, 447, 638, 513]
article4-headline-line2: ಅಂಬೇಡ್ಕರ್ ಭವನ ನಿರ್ಮಾಣ, ಸಂಪರ್ಕ ರಸ್ತೆ ಅಭಿವೃದ್ಧಿ, ಶಾಲಾ ಕೊಠಡಿಗಳ ನಿರ್ಮಾಣ ಕಾಮಗಾರಿಗಳಿಗೆ ಶಂಕುಸ್ಥಾಪನೆ — [30, 737, 637, 755]
article3-col2 — [240, 528, 433, 688]
